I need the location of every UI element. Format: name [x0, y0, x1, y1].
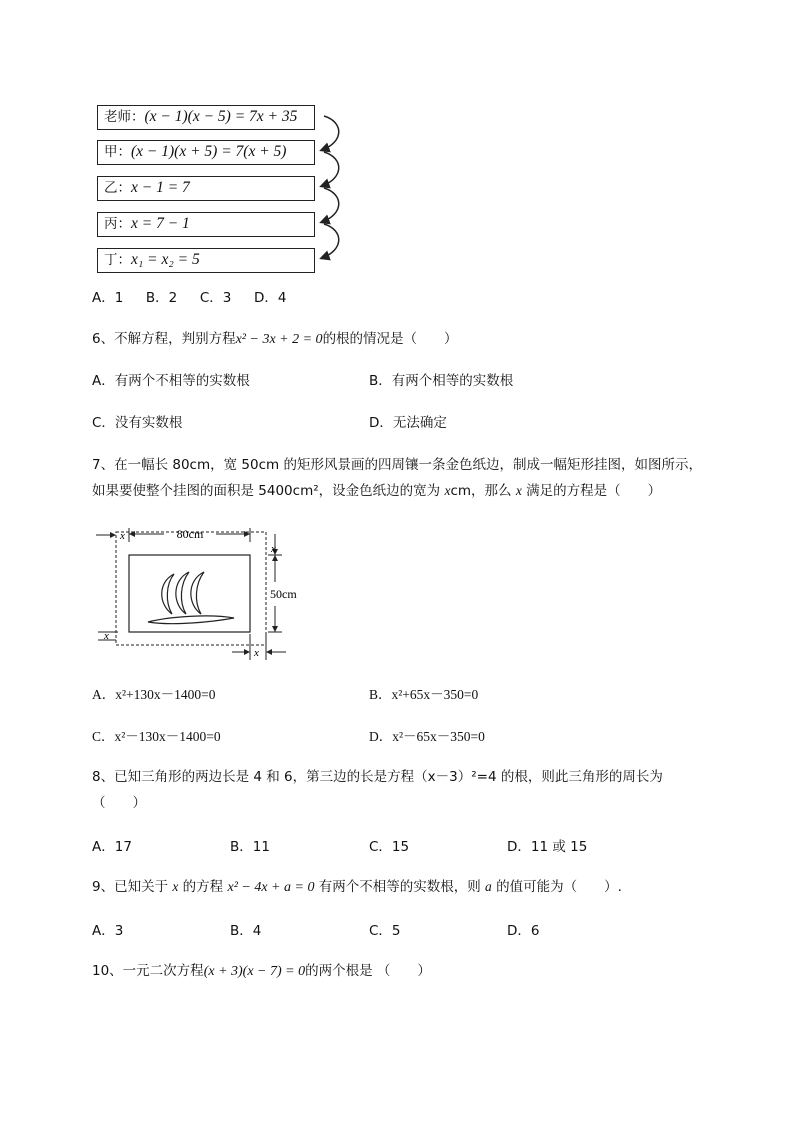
arrow-curve — [322, 188, 339, 222]
q7-var-x: x — [444, 483, 451, 498]
q9-option-c[interactable]: C．5 — [369, 923, 401, 939]
option-d[interactable]: D．4 — [253, 290, 287, 306]
sail — [176, 572, 189, 614]
arrow-curve — [322, 152, 339, 186]
q10-equation: (x + 3)(x − 7) = 0 — [203, 964, 306, 979]
q9-var-x: x — [172, 879, 179, 894]
dim-label-x: x — [271, 543, 276, 555]
q9-option-b[interactable]: B．4 — [230, 923, 262, 939]
q7-option-d[interactable]: D．x²－65x－350=0 — [369, 729, 485, 744]
dim-label-width: 50cm — [270, 587, 297, 601]
option-c[interactable]: C．3 — [199, 290, 232, 306]
q9-var-a: a — [485, 879, 492, 894]
step-label: 丙： — [104, 216, 131, 232]
step-equation: (x − 1)(x + 5) = 7(x + 5) — [131, 143, 287, 160]
q6-text-post: 的根的情况是（ ） — [322, 331, 458, 347]
step-equation: x = 7 − 1 — [131, 215, 190, 232]
step-label: 丁： — [104, 252, 131, 268]
dim-label-x: x — [120, 530, 125, 542]
dim-label-x: x — [104, 630, 109, 642]
q6-option-d[interactable]: D．无法确定 — [369, 415, 447, 431]
q10-text: 的两个根是 （ ） — [305, 963, 431, 979]
option-b[interactable]: B．2 — [145, 290, 178, 306]
sail — [191, 572, 204, 614]
q7-stem-line2 — [92, 482, 661, 500]
q9-text: 9、已知关于 — [92, 879, 173, 895]
step-equation: (x − 1)(x − 5) = 7x + 35 — [144, 108, 298, 125]
q8-option-b[interactable]: B．11 — [230, 839, 270, 855]
q7-frame-figure — [92, 522, 297, 662]
q7-text: 如果要使整个挂图的面积是 5400cm²，设金色纸边的宽为 — [92, 483, 445, 499]
q9-text: 的方程 — [178, 879, 228, 895]
q7-option-a[interactable]: A．x²+130x－1400=0 — [92, 687, 216, 702]
q9-option-d[interactable]: D．6 — [507, 923, 540, 939]
step-label: 老师： — [104, 109, 145, 125]
q6-stem — [92, 330, 458, 349]
q7-stem-line1: 7、在一幅长 80cm，宽 50cm 的矩形风景画的四周镶一条金色纸边，制成一幅矩形挂图，如图所示， — [92, 457, 702, 473]
q9-text: 的值可能为（ ）. — [491, 879, 622, 895]
q9-equation: x² − 4x + a = 0 — [227, 880, 315, 895]
step-box-ding — [97, 248, 315, 273]
step-label: 甲： — [104, 144, 131, 160]
q10-stem — [92, 962, 431, 981]
q8-stem-line2: （ ） — [92, 795, 146, 811]
q5-options — [92, 289, 286, 307]
q6-equation: x² − 3x + 2 = 0 — [235, 332, 323, 347]
step-equation: x − 1 = 7 — [131, 179, 190, 196]
dim-label-length: 80cm — [176, 527, 204, 541]
step-box-teacher — [97, 105, 315, 130]
q8-option-c[interactable]: C．15 — [369, 839, 410, 855]
q6-option-c[interactable]: C．没有实数根 — [92, 415, 183, 431]
inner-painting — [129, 555, 250, 632]
q7-text: cm，那么 — [450, 483, 516, 499]
q8-stem-line1: 8、已知三角形的两边长是 4 和 6，第三边的长是方程（x－3）²=4 的根，则此三角形的周长为 — [92, 769, 663, 785]
step-box-yi — [97, 176, 315, 201]
q10-text: 10、一元二次方程 — [92, 963, 204, 979]
boat-hull — [148, 616, 234, 624]
dim-label-x: x — [254, 647, 259, 659]
q8-option-a[interactable]: A．17 — [92, 839, 132, 855]
q9-stem — [92, 878, 622, 897]
sail — [162, 574, 174, 614]
arrow-curve — [322, 224, 339, 258]
step-label: 乙： — [104, 180, 131, 196]
step-equation: x₁ = x₂ = 5 — [131, 251, 200, 268]
q6-option-b[interactable]: B．有两个相等的实数根 — [369, 373, 514, 389]
step-box-jia — [97, 140, 315, 165]
q7-var-x: x — [515, 483, 522, 498]
step-box-bing — [97, 212, 315, 237]
q6-option-a[interactable]: A．有两个不相等的实数根 — [92, 373, 250, 389]
q8-option-d[interactable]: D．11 或 15 — [507, 839, 588, 855]
q7-option-b[interactable]: B．x²+65x－350=0 — [369, 687, 479, 702]
q9-text: 有两个不相等的实数根，则 — [314, 879, 486, 895]
option-a[interactable]: A．1 — [92, 290, 124, 306]
q6-text-pre: 6、不解方程，判别方程 — [92, 331, 236, 347]
arrow-curve — [322, 116, 339, 150]
flow-arrows — [318, 108, 352, 278]
q7-option-c[interactable]: C．x²－130x－1400=0 — [92, 729, 221, 744]
q7-text: 满足的方程是（ ） — [521, 483, 662, 499]
q9-option-a[interactable]: A．3 — [92, 923, 124, 939]
